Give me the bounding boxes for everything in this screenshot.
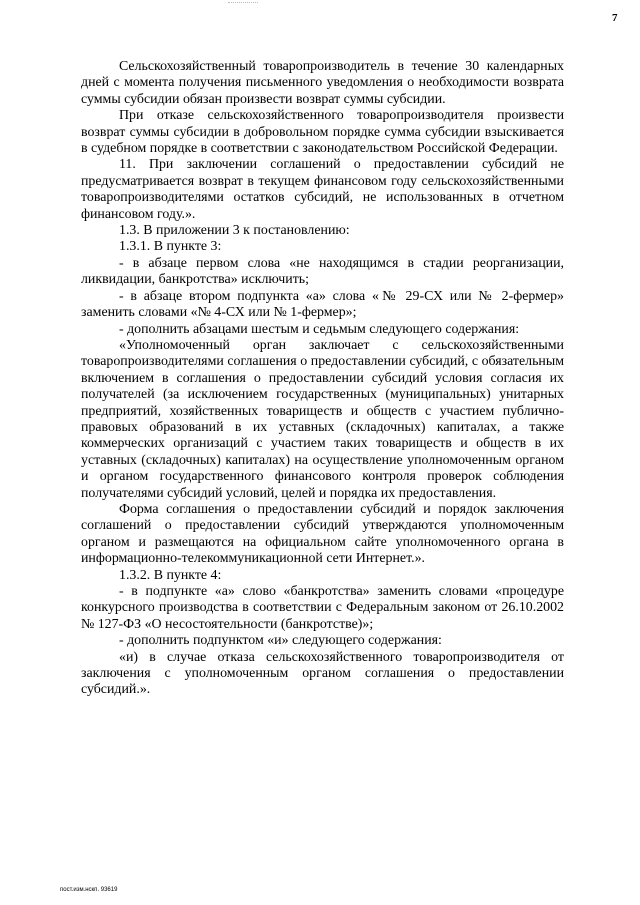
page-number: 7 — [612, 12, 618, 24]
paragraph-item-first-abzac: - в абзаце первом слова «не находящимся в стадии реорганизации, ликвидации, банкротства» исключить; — [81, 255, 564, 288]
paragraph-add-abzacs: - дополнить абзацами шестым и седьмым следующего содержания: — [119, 321, 520, 337]
scan-artifact-line — [228, 2, 258, 4]
paragraph-refund-deadline: Сельскохозяйственный товаропроизводитель в течение 30 календарных дней с момента получения письменного уведомления о необходимости возврата суммы субсидии обязан произвести возврат суммы субсидии. — [81, 59, 564, 107]
paragraph-subitem-i: «и) в случае отказа сельскохозяйственного товаропроизводителя от заключения с уполномоченным органом соглашения о предоставлении субсидий.». — [81, 649, 564, 698]
document-body — [81, 59, 564, 699]
paragraph-1-3-2: 1.3.2. В пункте 4: — [119, 567, 222, 583]
paragraph-authorized-body: «Уполномоченный орган заключает с сельскохозяйственными товаропроизводителями соглашения о предоставлении субсидий, с обязательным включением в соглашения о предоставлении субсидий условия согласия их получателей (за исключением государственных (муниципальных) унитарных предприятий, хозяйственных товариществ и обществ с участием публично-правовых образований в их уставных (складочных) капиталах, а также коммерческих организаций с участием таких товариществ и обществ в их уставных (складочных) капиталах) на осуществление уполномоченным органом и органом государственного финансового контроля проверок соблюдения получателями субсидий условий, целей и порядка их предоставления. — [81, 337, 564, 501]
paragraph-clause-11: 11. При заключении соглашений о предоставлении субсидий не предусматривается возврат в текущем финансовом году сельскохозяйственными товаропроизводителями остатков субсидий, не использованных в отчетном финансовом году.». — [81, 157, 564, 222]
paragraph-appendix-3: 1.3. В приложении 3 к постановлению: — [119, 223, 350, 239]
paragraph-subitem-a: - в подпункте «а» слово «банкротства» заменить словами «процедуре конкурсного производства в соответствии с Федеральным законом от 26.10.2002 № 127-ФЗ «О несостоятельности (банкротстве)»; — [81, 584, 564, 632]
paragraph-court-recovery: При отказе сельскохозяйственного товаропроизводителя произвести возврат суммы субсидии в добровольном порядке сумма субсидии взыскивается в судебном порядке в соответствии с законодательством Российской Федерации. — [81, 108, 564, 157]
paragraph-add-subitem-i: - дополнить подпунктом «и» следующего содержания: — [119, 633, 442, 649]
paragraph-1-3-1: 1.3.1. В пункте 3: — [119, 239, 222, 255]
footer-document-code: пост.изм.нскп. 93619 — [60, 887, 118, 893]
paragraph-item-second-abzac: - в абзаце втором подпункта «а» слова «№ 29-СХ или № 2-фермер» заменить словами «№ 4-СХ или № 1-фермер»; — [81, 288, 564, 321]
paragraph-agreement-form: Форма соглашения о предоставлении субсидий и порядок заключения соглашений о предоставлении субсидий утверждаются уполномоченным органом и размещаются на официальном сайте уполномоченного органа в информационно-телекоммуникационной сети Интернет.». — [81, 501, 564, 567]
